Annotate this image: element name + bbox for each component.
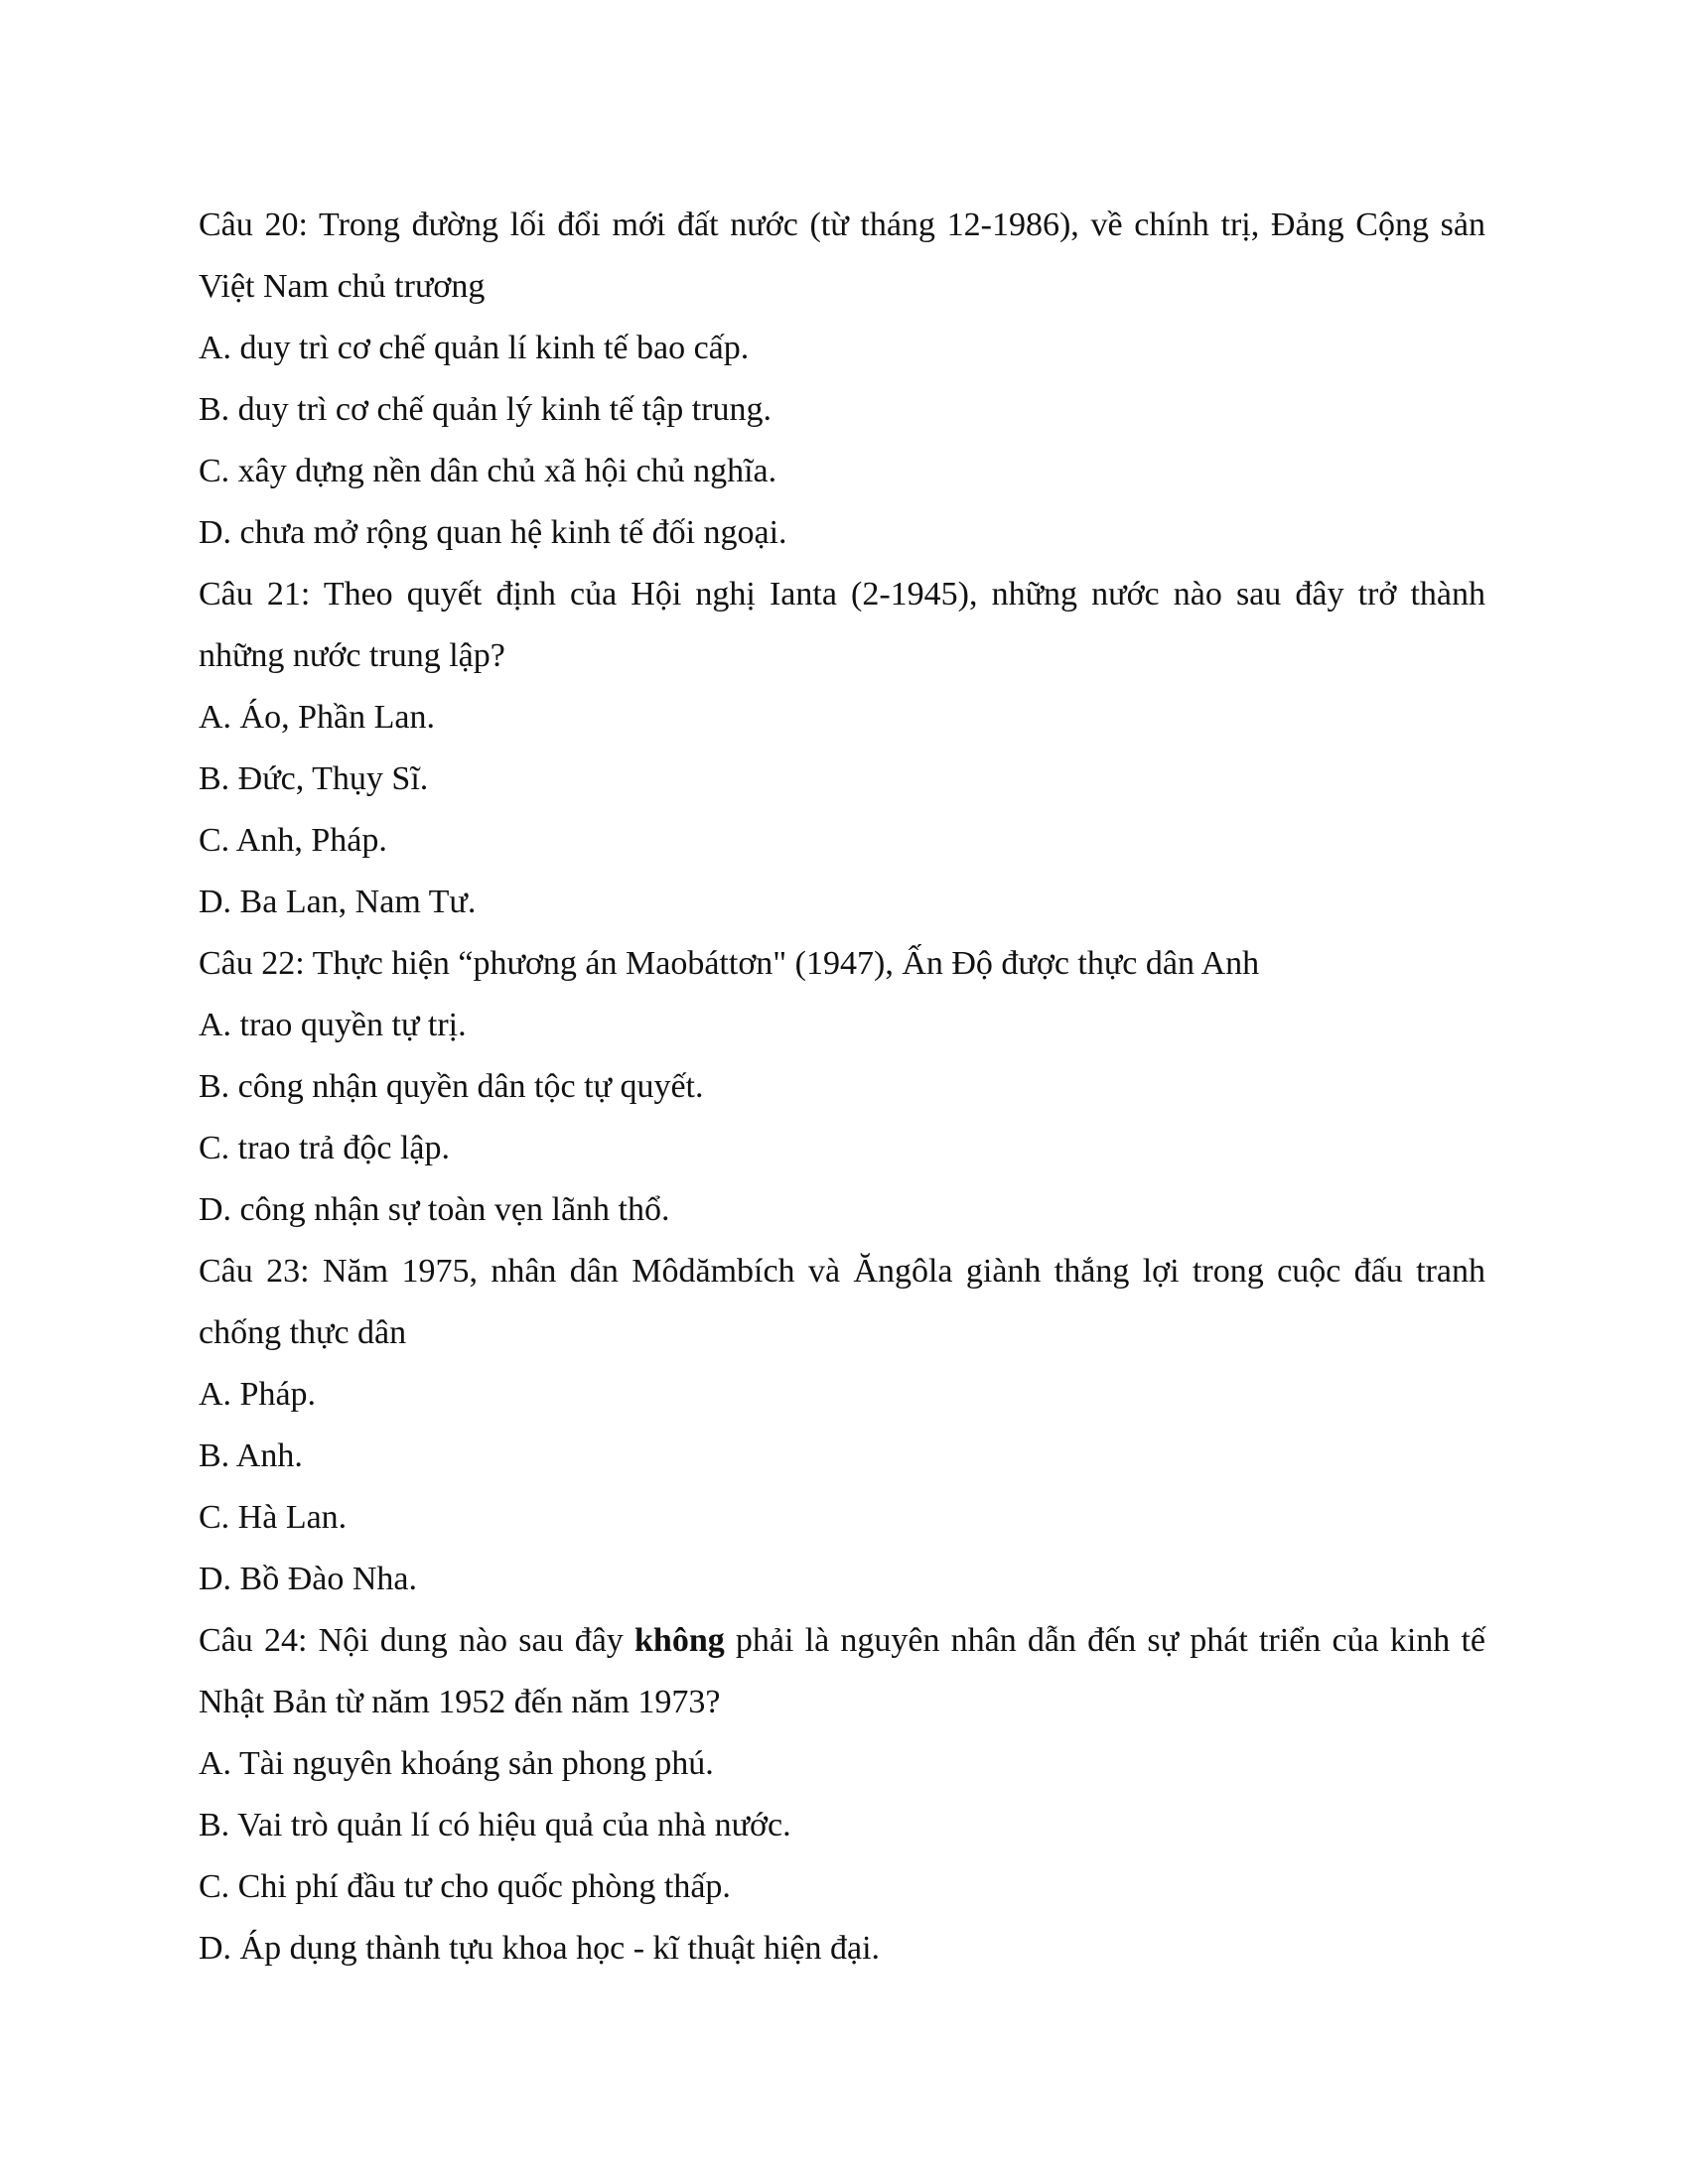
answer-option-a: A. duy trì cơ chế quản lí kinh tế bao cấp. <box>199 330 750 366</box>
question-text: Trong đường lối đổi mới đất nước (từ tháng 12-1986), về chính trị, Đảng Cộng sản Việt Nam chủ trương <box>199 206 1485 305</box>
question-text: Theo quyết định của Hội nghị Ianta (2-1945), những nước nào sau đây trở thành những nước trung lập? <box>199 576 1485 674</box>
answer-option-b: B. Anh. <box>199 1437 303 1474</box>
answer-option-c: C. trao trả độc lập. <box>199 1130 451 1166</box>
question-label: Câu 22: <box>199 945 305 982</box>
question-stem <box>199 564 1485 687</box>
question-text-before: Nội dung nào sau đây <box>307 1622 634 1659</box>
question-23 <box>199 1241 1485 1610</box>
answer-option-d: D. Ba Lan, Nam Tư. <box>199 884 477 920</box>
answer-option-d: D. Bồ Đào Nha. <box>199 1561 418 1597</box>
answer-option-c: C. Anh, Pháp. <box>199 822 387 859</box>
question-text: Năm 1975, nhân dân Môdămbích và Ăngôla giành thắng lợi trong cuộc đấu tranh chống thực dân <box>199 1253 1485 1351</box>
answer-option-c: C. Hà Lan. <box>199 1499 348 1536</box>
question-label: Câu 24: <box>199 1622 308 1659</box>
question-stem <box>199 1241 1485 1364</box>
answer-option-d: D. chưa mở rộng quan hệ kinh tế đối ngoại. <box>199 514 787 551</box>
question-22 <box>199 933 1485 1241</box>
answer-option-c: C. Chi phí đầu tư cho quốc phòng thấp. <box>199 1868 731 1905</box>
document-page <box>199 195 1485 1979</box>
answer-option-d: D. Áp dụng thành tựu khoa học - kĩ thuật hiện đại. <box>199 1930 881 1967</box>
question-stem <box>199 933 1485 995</box>
answer-option-b: B. duy trì cơ chế quản lý kinh tế tập trung. <box>199 391 772 428</box>
answer-option-a: A. Áo, Phần Lan. <box>199 699 435 736</box>
question-label: Câu 23: <box>199 1253 310 1290</box>
question-20 <box>199 195 1485 564</box>
answer-option-b: B. Đức, Thụy Sĩ. <box>199 760 429 797</box>
answer-option-d: D. công nhận sự toàn vẹn lãnh thổ. <box>199 1191 670 1228</box>
question-label: Câu 20: <box>199 206 308 243</box>
answer-option-b: B. Vai trò quản lí có hiệu quả của nhà nước. <box>199 1807 791 1843</box>
answer-option-b: B. công nhận quyền dân tộc tự quyết. <box>199 1068 704 1105</box>
question-stem <box>199 195 1485 318</box>
answer-option-a: A. Pháp. <box>199 1376 317 1413</box>
question-24 <box>199 1610 1485 1979</box>
question-text-emphasis: không <box>634 1622 725 1659</box>
question-21 <box>199 564 1485 933</box>
question-label: Câu 21: <box>199 576 311 613</box>
question-text-after: phải là nguyên nhân dẫn đến sự phát triển của kinh tế Nhật Bản từ năm 1952 đến năm 1973? <box>199 1622 1486 1720</box>
answer-option-a: A. Tài nguyên khoáng sản phong phú. <box>199 1745 714 1782</box>
answer-option-c: C. xây dựng nền dân chủ xã hội chủ nghĩa. <box>199 453 777 489</box>
question-text: Thực hiện “phương án Maobáttơn" (1947), Ấn Độ được thực dân Anh <box>304 945 1260 982</box>
answer-option-a: A. trao quyền tự trị. <box>199 1007 467 1043</box>
question-stem <box>199 1610 1485 1733</box>
